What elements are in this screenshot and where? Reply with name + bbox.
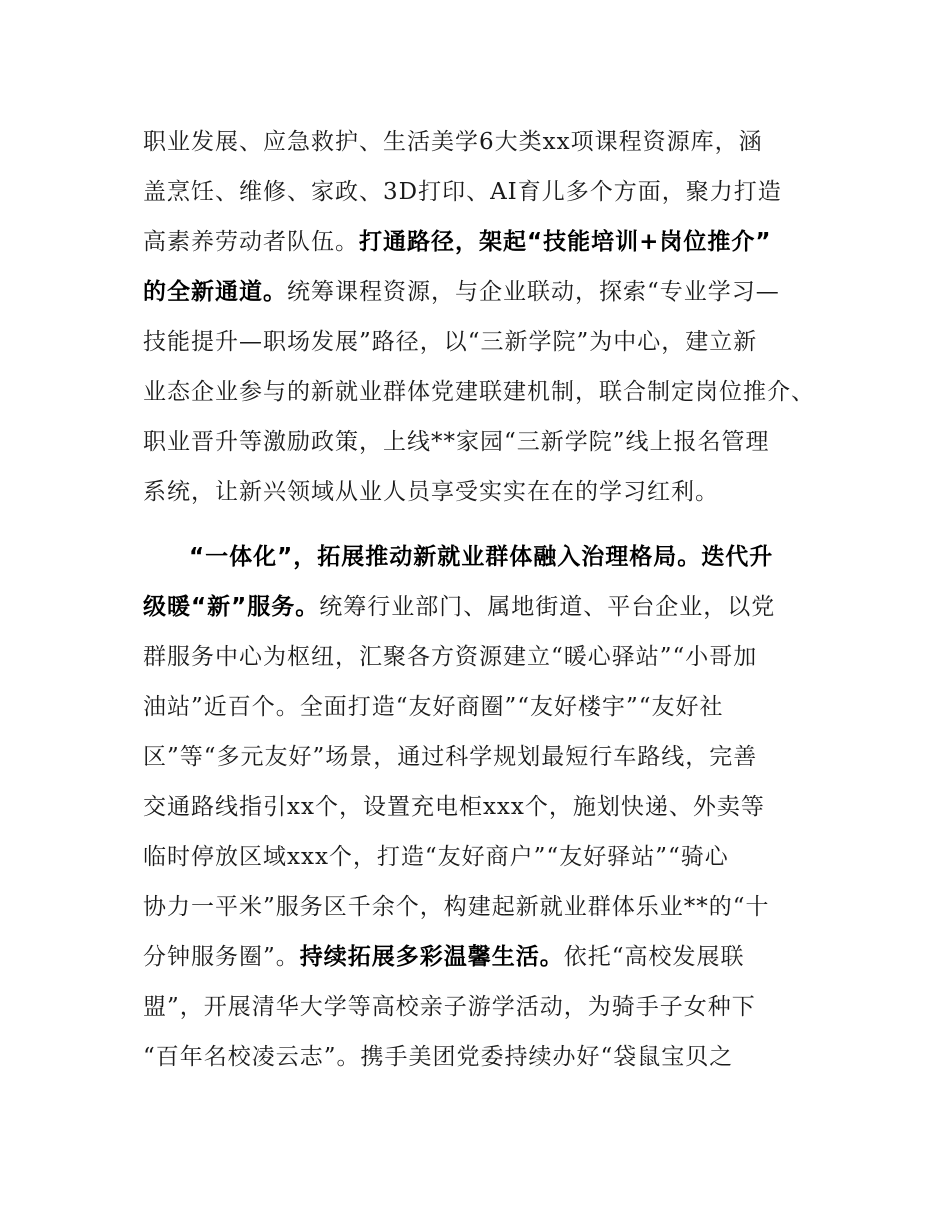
text-run: 统筹课程资源，与企业联动，探索“专业学习— (287, 279, 780, 305)
text-run: “百年名校凌云志”。携手美团党委持续办好“袋鼠宝贝之 (143, 1044, 734, 1070)
text-line (143, 177, 782, 207)
text-line (143, 327, 757, 357)
text-line (143, 427, 770, 457)
text-run: 盟”，开展清华大学等高校亲子游学活动，为骑手子女种下 (143, 994, 756, 1020)
text-run: 高素养劳动者队伍。 (143, 229, 359, 255)
text-line (143, 377, 815, 407)
text-line (143, 992, 756, 1022)
text-run: 统筹行业部门、属地街道、平台企业，以党 (319, 594, 776, 620)
text-run: 盖烹饪、维修、家政、3D打印、AI育儿多个方面，聚力打造 (143, 179, 782, 205)
text-line (143, 892, 770, 922)
text-line (143, 227, 772, 257)
text-run: 协力一平米”服务区千余个，构建起新就业群体乐业**的“十 (143, 894, 770, 920)
text-line (143, 642, 757, 672)
text-line (143, 477, 719, 507)
text-line (143, 692, 724, 722)
bold-heading: 持续拓展多彩温馨生活。 (299, 944, 564, 970)
text-run: 分钟服务圈”。 (143, 944, 300, 970)
text-run: 职业晋升等激励政策，上线**家园“三新学院”线上报名管理 (143, 429, 770, 455)
text-line (189, 542, 773, 572)
bold-heading: “一体化”，拓展推动新就业群体融入治理格局。迭代升 (189, 544, 774, 570)
text-run: 群服务中心为枢纽，汇聚各方资源建立“暖心驿站”“小哥加 (143, 644, 758, 670)
bold-heading: 级暖“新”服务。 (143, 594, 320, 620)
text-line (143, 1042, 733, 1072)
bold-heading: 打通路径，架起“技能培训+岗位推介” (359, 229, 772, 255)
text-run: 职业发展、应急救护、生活美学6大类xx项课程资源库，涵 (143, 129, 763, 155)
text-line (143, 127, 763, 157)
text-line (143, 942, 745, 972)
text-line (143, 742, 757, 772)
text-run: 区”等“多元友好”场景，通过科学规划最短行车路线，完善 (143, 744, 758, 770)
text-run: 临时停放区域xxx个，打造“友好商户”“友好驿站”“骑心 (143, 844, 729, 870)
text-run: 系统，让新兴领域从业人员享受实实在在的学习红利。 (143, 479, 719, 505)
text-line (143, 277, 780, 307)
text-line (143, 792, 765, 822)
text-run: 油站”近百个。全面打造“友好商圈”“友好楼宇”“友好社 (143, 694, 724, 720)
text-run: 交通路线指引xx个，设置充电柜xxx个，施划快递、外卖等 (143, 794, 765, 820)
text-run: 业态企业参与的新就业群体党建联建机制，联合制定岗位推介、 (143, 379, 815, 405)
bold-heading: 的全新通道。 (143, 279, 287, 305)
text-run: 技能提升—职场发展”路径，以“三新学院”为中心，建立新 (143, 329, 758, 355)
text-line (143, 592, 775, 622)
text-run: 依托“高校发展联 (563, 944, 745, 970)
text-line (143, 842, 729, 872)
